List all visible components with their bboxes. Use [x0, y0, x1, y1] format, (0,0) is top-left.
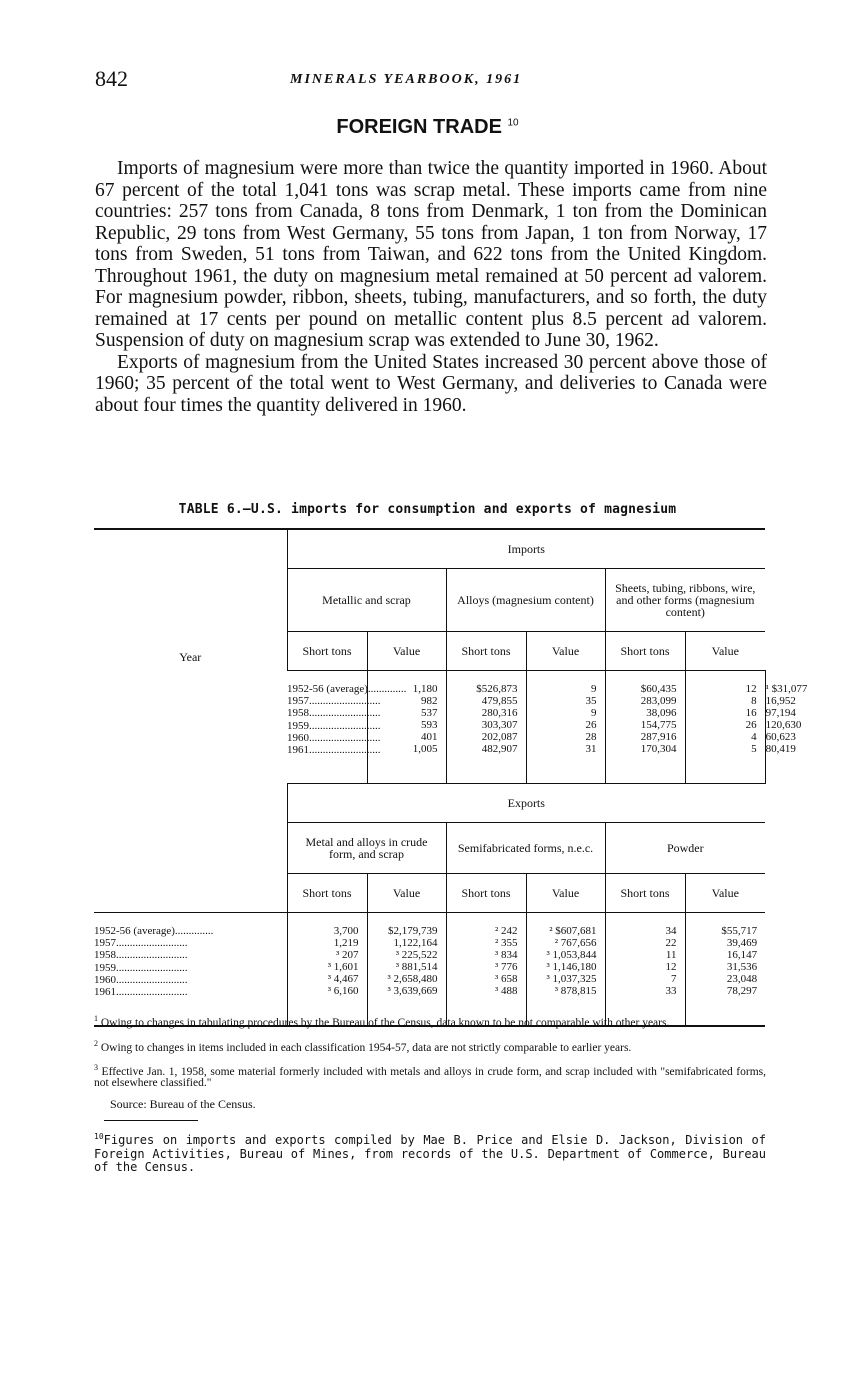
- section-title: [0, 116, 855, 139]
- export-semifab-tons: ² 242 ² 355 ³ 834 ³ 776 ³ 658 ³ 488: [446, 913, 526, 1027]
- footnote-1-mark: 1: [94, 1014, 98, 1023]
- export-powder-tons: 34 22 11 12 7 33: [605, 913, 685, 1027]
- import-alloys-tons: 9 35 9 26 28 31: [526, 671, 605, 784]
- table-caption: TABLE 6.—U.S. imports for consumption and exports of magnesium: [178, 502, 677, 517]
- sub-header-value: Value: [685, 874, 765, 913]
- year-header-cell: [94, 529, 287, 784]
- footnote-10-text: Figures on imports and exports compiled by Mae B. Price and Elsie D. Jackson, Division of Foreign Activities, Bureau of Mines, from records of the U.S. Department of Commerce, Bureau of the Census.: [94, 1133, 766, 1174]
- sub-header-short-tons: Short tons: [287, 632, 367, 671]
- export-powder-value: $55,717 39,469 16,147 31,536 23,048 78,297: [685, 913, 765, 1027]
- section-title-text: FOREIGN TRADE: [336, 116, 502, 138]
- sub-header-short-tons: Short tons: [287, 874, 367, 913]
- exports-header: Exports: [287, 784, 765, 823]
- section-title-note: 10: [507, 117, 519, 129]
- footnote-1-text: Owing to changes in tabulating procedures by the Bureau of the Census, data known to be not comparable with other years.: [100, 1016, 670, 1029]
- footnote-1: [94, 1013, 766, 1029]
- sub-header-short-tons: Short tons: [605, 632, 685, 671]
- footnote-10: [94, 1130, 766, 1175]
- footnote-2-text: Owing to changes in items included in each classification 1954-57, data are not strictly comparable to earlier years.: [100, 1041, 632, 1054]
- import-group-sheets: Sheets, tubing, ribbons, wire, and other forms (magnesium content): [605, 569, 765, 632]
- sub-header-short-tons: Short tons: [605, 874, 685, 913]
- export-semifab-value: ² $607,681 ² 767,656 ³ 1,053,844 ³ 1,146,180 ³ 1,037,325 ³ 878,815: [526, 913, 605, 1027]
- footnote-10-mark: 10: [94, 1132, 104, 1141]
- import-group-alloys: Alloys (magnesium content): [446, 569, 605, 632]
- footnote-2: [94, 1038, 766, 1054]
- import-group-metallic: Metallic and scrap: [287, 569, 446, 632]
- export-metal-value: $2,179,739 1,122,164 ³ 225,522 ³ 881,514 ³ 2,658,480 ³ 3,639,669: [367, 913, 446, 1027]
- import-alloys-value: $60,435 283,099 38,096 154,775 287,916 170,304: [605, 671, 685, 784]
- sub-header-short-tons: Short tons: [446, 874, 526, 913]
- paragraph-imports: Imports of magnesium were more than twice the quantity imported in 1960. About 67 percent of the total 1,041 tons was scrap metal. These imports came from nine countries: 257 tons from Canada, 8 tons from Denmark, 1 ton from the Dominican Republic, 29 tons from West Germany, 55 tons from Japan, 1 ton from Norway, 17 tons from Sweden, 51 tons from Taiwan, and 622 tons from the United Kingdom. Throughout 1961, the duty on magnesium metal remained at 50 percent ad valorem. For magnesium powder, ribbon, sheets, tubing, manufacturers, and so forth, the duty remained at 17 cents per pound on metallic content plus 8.5 percent ad valorem. Suspension of duty on magnesium scrap was extended to June 30, 1962.: [95, 158, 767, 351]
- export-group-powder: Powder: [605, 823, 765, 874]
- export-year-spacer: [94, 784, 287, 913]
- sub-header-value: Value: [367, 632, 446, 671]
- import-metallic-tons: 1,180 982 537 593 401 1,005: [367, 671, 446, 784]
- footnote-3: [94, 1062, 766, 1090]
- sub-header-short-tons: Short tons: [446, 632, 526, 671]
- footnote-3-mark: 3: [94, 1063, 98, 1072]
- source-note: Source: Bureau of the Census.: [110, 1097, 256, 1111]
- export-years-cell: [94, 913, 287, 1027]
- year-header: Year: [179, 649, 202, 664]
- paragraph-exports: Exports of magnesium from the United States increased 30 percent above those of 1960; 35 percent of the total went to West Germany, and deliveries to Canada were about four times the quantity delivered in 1960.: [95, 351, 767, 416]
- sub-header-value: Value: [526, 874, 605, 913]
- footnote-2-mark: 2: [94, 1039, 98, 1048]
- export-group-metal: Metal and alloys in crude form, and scrap: [287, 823, 446, 874]
- sub-header-value: Value: [526, 632, 605, 671]
- import-sheets-tons: 12 8 16 26 4 5: [685, 671, 765, 784]
- sub-header-value: Value: [367, 874, 446, 913]
- import-years-cell: [287, 671, 407, 784]
- page-number: 842: [95, 66, 128, 91]
- export-group-semifabricated: Semifabricated forms, n.e.c.: [446, 823, 605, 874]
- footnote-3-text: Effective Jan. 1, 1958, some material formerly included with metals and alloys in crude form, and scrap included with "semifabricated forms, not elsewhere classified.": [94, 1065, 766, 1090]
- import-metallic-value: $526,873 479,855 280,316 303,307 202,087 482,907: [446, 671, 526, 784]
- import-year-labels: 1952-56 (average).............. 1957.......................... 1958.......................... 1959.......................... 1960.......................... 1961..........................: [287, 683, 407, 757]
- body-text: [95, 158, 767, 416]
- running-title: MINERALS YEARBOOK, 1961: [290, 72, 523, 87]
- export-metal-tons: 3,700 1,219 ³ 207 ³ 1,601 ³ 4,467 ³ 6,160: [287, 913, 367, 1027]
- sub-header-value: Value: [685, 632, 765, 671]
- footnote-rule: [104, 1120, 198, 1121]
- magnesium-trade-table: Year Imports Metallic and scrap Alloys (magnesium content) Sheets, tubing, ribbons, wire, and other forms (magnesium content) Short tons Value Short tons Value Short tons Value 1952-56 (average).............. 1957.......................... 1958.......................... 1959.......................... 1960.......................... 1961.......................... 1,180 982 537 593 401 1,005 $526,873 479,855 280,316 303,307 202,087 482,907 9 35 9 26 28 31 $60,435 283,099 38,096 154,775 287,916 170,304 12 8 16 26 4 5 ¹ $31,077 16,952 97,194 120,630 60,623 80,419 Exports Metal and alloys in crude form, and scrap Semifabricated forms, n.e.c. Powder Short tons Value Short tons Value Short tons Value 1952-56 (average).............. 1957.......................... 1958.......................... 1959.......................... 1960.......................... 1961.......................... 3,700 1,219 ³ 207 ³ 1,601 ³ 4,467 ³ 6,160 $2,179,739 1,122,164 ³ 225,522 ³ 881,514 ³ 2,658,480 ³ 3,639,669 ² 242 ² 355 ³ 834 ³ 776 ³ 658 ³ 488 ² $607,681 ² 767,656 ³ 1,053,844 ³ 1,146,180 ³ 1,037,325 ³ 878,815 34 22 11 12 7 33 $55,717 39,469 16,147 31,536 23,048 78,297: [94, 528, 765, 1027]
- export-year-labels: 1952-56 (average).............. 1957.......................... 1958.......................... 1959.......................... 1960.......................... 1961..........................: [94, 925, 214, 999]
- imports-header: Imports: [287, 529, 765, 569]
